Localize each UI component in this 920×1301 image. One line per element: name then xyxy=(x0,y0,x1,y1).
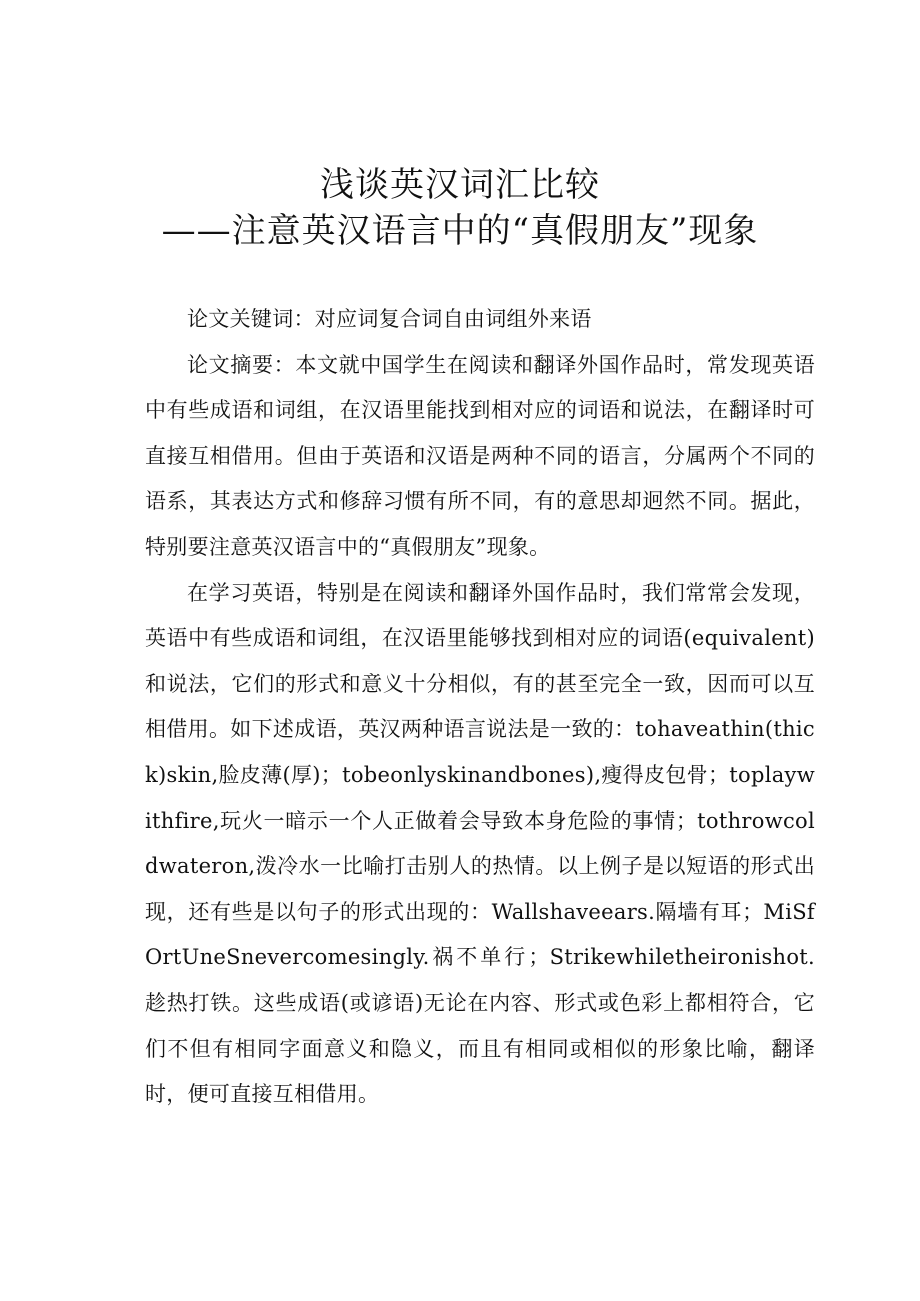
document-body xyxy=(145,297,815,1118)
document-title: 浅谈英汉词汇比较 xyxy=(320,165,600,205)
body-paragraph: 在学习英语，特别是在阅读和翻译外国作品时，我们常常会发现，英语中有些成语和词组，在汉语里能够找到相对应的词语(equivalent)和说法，它们的形式和意义十分相似，有的甚至完全一致，因而可以互相借用。如下述成语，英汉两种语言说法是一致的：tohaveathin(thick)skin,脸皮薄(厚)；tobeonlyskinandbones),瘦得皮包骨；toplaywithfire,玩火一暗示一个人正做着会导致本身危险的事情；tothrowcoldwateron,泼冷水一比喻打击别人的热情。以上例子是以短语的形式出现，还有些是以句子的形式出现的：Wallshaveears.隔墙有耳；MiSfOrtUneSnevercomesingly.祸不单行；Strikewhiletheironishot.趁热打铁。这些成语(或谚语)无论在内容、形式或色彩上都相符合，它们不但有相同字面意义和隐义，而且有相同或相似的形象比喻，翻译时，便可直接互相借用。 xyxy=(145,580,815,1107)
document-subtitle: ——注意英汉语言中的“真假朋友”现象 xyxy=(161,211,759,251)
abstract-paragraph: 论文摘要：本文就中国学生在阅读和翻译外国作品时，常发现英语中有些成语和词组，在汉语里能找到相对应的词语和说法，在翻译时可直接互相借用。但由于英语和汉语是两种不同的语言，分属两个不同的语系，其表达方式和修辞习惯有所不同，有的意思却迥然不同。据此，特别要注意英汉语言中的“真假朋友”现象。 xyxy=(145,352,815,559)
keywords-paragraph: 论文关键词：对应词复合词自由词组外来语 xyxy=(187,307,592,331)
